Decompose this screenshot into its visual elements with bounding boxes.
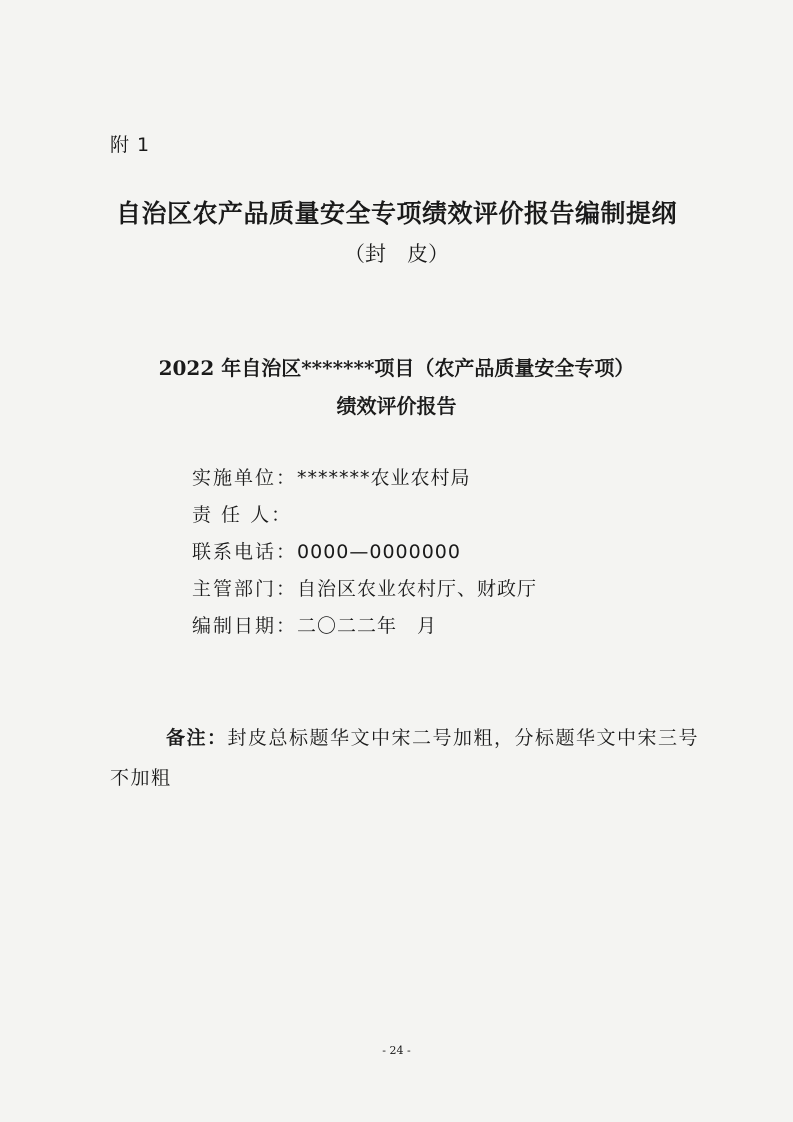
info-value: 0000—0000000 — [297, 541, 461, 563]
cover-label: （封 皮） — [344, 242, 449, 266]
info-row-implementing-unit — [192, 460, 537, 497]
page-number: - 24 - — [382, 1044, 411, 1057]
info-row-responsible-person — [192, 497, 537, 534]
info-row-supervising-department — [192, 571, 537, 608]
note-text: 封皮总标题华文中宋二号加粗，分标题华文中宋三号不加粗 — [110, 727, 700, 789]
info-label: 实施单位： — [192, 467, 298, 489]
report-title-line2: 绩效评价报告 — [336, 394, 457, 418]
note-label: 备注： — [166, 727, 228, 749]
info-label: 编制日期： — [192, 615, 298, 637]
note-paragraph — [110, 718, 710, 798]
main-title: 自治区农产品质量安全专项绩效评价报告编制提纲 — [115, 199, 677, 228]
info-value: 二〇二二年 月 — [297, 615, 438, 637]
info-row-compile-date — [192, 608, 537, 645]
report-title-line1: 2022 年自治区*******项目（农产品质量安全专项） — [158, 356, 635, 380]
info-label: 主管部门： — [192, 578, 298, 600]
info-value: *******农业农村局 — [297, 467, 471, 489]
info-value: 自治区农业农村厅、财政厅 — [297, 578, 538, 600]
info-row-phone — [192, 534, 537, 571]
info-label: 联系电话： — [192, 541, 298, 563]
report-info-list — [192, 460, 537, 645]
attachment-label: 附 1 — [110, 134, 151, 156]
info-label: 责 任 人： — [192, 504, 293, 526]
